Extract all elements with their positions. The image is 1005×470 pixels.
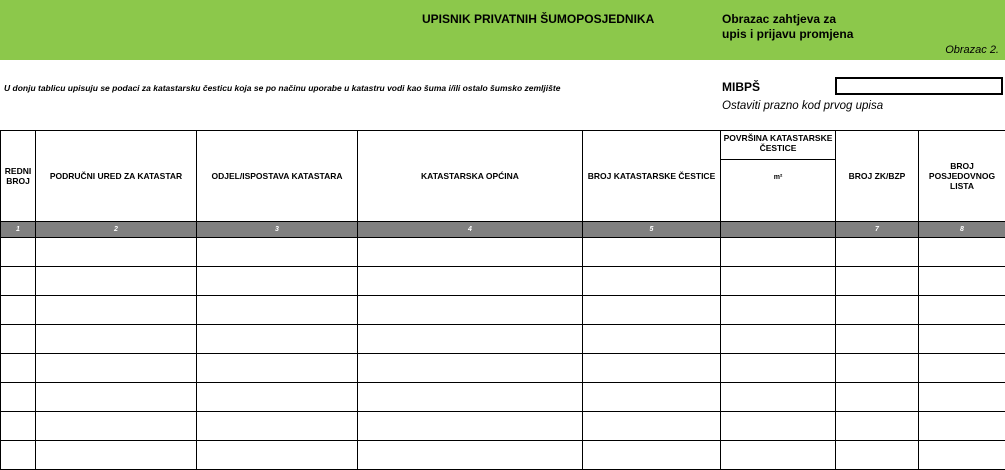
- col-num: 1: [1, 222, 36, 238]
- table-cell[interactable]: [836, 238, 919, 267]
- col-num: 5: [583, 222, 721, 238]
- col-header-broj-posjedovnog-lista: BROJ POSJEDOVNOG LISTA: [919, 131, 1005, 222]
- table-cell[interactable]: [919, 296, 1005, 325]
- table-cell[interactable]: [36, 412, 197, 441]
- table-cell[interactable]: [358, 238, 583, 267]
- table-cell[interactable]: [197, 441, 358, 470]
- col-num: 4: [358, 222, 583, 238]
- table-cell[interactable]: [721, 296, 836, 325]
- mibps-note: Ostaviti prazno kod prvog upisa: [722, 100, 883, 112]
- table-cell[interactable]: [583, 412, 721, 441]
- table-cell[interactable]: [358, 383, 583, 412]
- table-row: [1, 412, 1005, 441]
- table-cell[interactable]: [919, 267, 1005, 296]
- col-header-podrucni-ured: PODRUČNI URED ZA KATASTAR: [36, 131, 197, 222]
- table-cell[interactable]: [358, 296, 583, 325]
- table-cell[interactable]: [919, 383, 1005, 412]
- table-cell[interactable]: [197, 354, 358, 383]
- table-cell[interactable]: [1, 441, 36, 470]
- table-cell[interactable]: [836, 383, 919, 412]
- table-cell[interactable]: [1, 383, 36, 412]
- table-cell[interactable]: [583, 238, 721, 267]
- col-header-povrsina: [721, 131, 836, 222]
- table-cell[interactable]: [583, 441, 721, 470]
- form-number: Obrazac 2.: [945, 44, 999, 56]
- page-title: UPISNIK PRIVATNIH ŠUMOPOSJEDNIKA: [422, 12, 654, 26]
- table-cell[interactable]: [721, 383, 836, 412]
- table-row: [1, 238, 1005, 267]
- table-cell[interactable]: [197, 325, 358, 354]
- table-cell[interactable]: [721, 441, 836, 470]
- col-header-broj-zk-bzp: BROJ ZK/BZP: [836, 131, 919, 222]
- table-cell[interactable]: [919, 238, 1005, 267]
- table-cell[interactable]: [721, 354, 836, 383]
- mibps-input[interactable]: [835, 77, 1003, 95]
- table-cell[interactable]: [36, 267, 197, 296]
- table-cell[interactable]: [36, 441, 197, 470]
- table-row: [1, 267, 1005, 296]
- table-cell[interactable]: [583, 296, 721, 325]
- table-cell[interactable]: [919, 412, 1005, 441]
- table-row: [1, 325, 1005, 354]
- table-cell[interactable]: [836, 354, 919, 383]
- parcel-table: [0, 130, 1005, 470]
- table-cell[interactable]: [721, 267, 836, 296]
- table-cell[interactable]: [836, 412, 919, 441]
- table-cell[interactable]: [583, 383, 721, 412]
- table-cell[interactable]: [36, 296, 197, 325]
- table-cell[interactable]: [583, 354, 721, 383]
- table-cell[interactable]: [836, 441, 919, 470]
- table-row: [1, 354, 1005, 383]
- table-cell[interactable]: [36, 383, 197, 412]
- table-cell[interactable]: [1, 267, 36, 296]
- table-cell[interactable]: [36, 238, 197, 267]
- table-cell[interactable]: [836, 267, 919, 296]
- table-cell[interactable]: [836, 296, 919, 325]
- table-header-row: [1, 131, 1005, 222]
- instruction-text: U donju tablicu upisuju se podaci za katastarsku česticu koja se po načinu uporabe u katastru vodi kao šuma i/ili ostalo šumsko zemljište: [4, 83, 560, 93]
- col-header-odjel-ispostava: ODJEL/ISPOSTAVA KATASTARA: [197, 131, 358, 222]
- table-cell[interactable]: [919, 354, 1005, 383]
- col-num: 7: [836, 222, 919, 238]
- table-cell[interactable]: [358, 412, 583, 441]
- table-cell[interactable]: [583, 267, 721, 296]
- table-cell[interactable]: [197, 412, 358, 441]
- table-cell[interactable]: [1, 354, 36, 383]
- col-header-broj-cestice: BROJ KATASTARSKE ČESTICE: [583, 131, 721, 222]
- col-num: 8: [919, 222, 1005, 238]
- table-row: [1, 383, 1005, 412]
- form-title-line1: Obrazac zahtjeva za: [722, 12, 853, 27]
- table-cell[interactable]: [358, 267, 583, 296]
- table-cell[interactable]: [583, 325, 721, 354]
- col-num: [721, 222, 836, 238]
- table-cell[interactable]: [197, 267, 358, 296]
- table-cell[interactable]: [1, 412, 36, 441]
- col-num: 2: [36, 222, 197, 238]
- table-row: [1, 441, 1005, 470]
- table-cell[interactable]: [1, 296, 36, 325]
- col-header-katastarska-opcina: KATASTARSKA OPĆINA: [358, 131, 583, 222]
- header-bar: [0, 0, 1005, 60]
- table-cell[interactable]: [36, 354, 197, 383]
- table-cell[interactable]: [919, 441, 1005, 470]
- col-header-redni-broj: REDNI BROJ: [1, 131, 36, 222]
- table-cell[interactable]: [721, 325, 836, 354]
- form-title: [722, 12, 853, 42]
- table-cell[interactable]: [197, 238, 358, 267]
- table-cell[interactable]: [197, 383, 358, 412]
- table-cell[interactable]: [721, 412, 836, 441]
- table-cell[interactable]: [358, 354, 583, 383]
- mibps-label: MIBPŠ: [722, 80, 760, 94]
- table-cell[interactable]: [836, 325, 919, 354]
- col-num: 3: [197, 222, 358, 238]
- table-cell[interactable]: [919, 325, 1005, 354]
- col-header-povrsina-unit: m²: [721, 159, 835, 198]
- table-cell[interactable]: [197, 296, 358, 325]
- table-cell[interactable]: [1, 325, 36, 354]
- col-header-povrsina-label: POVRŠINA KATASTARSKE ČESTICE: [724, 133, 833, 153]
- table-cell[interactable]: [36, 325, 197, 354]
- table-row: [1, 296, 1005, 325]
- form-title-line2: upis i prijavu promjena: [722, 27, 853, 42]
- column-number-row: [1, 222, 1005, 238]
- table-cell[interactable]: [721, 238, 836, 267]
- table-cell[interactable]: [1, 238, 36, 267]
- table-cell[interactable]: [358, 325, 583, 354]
- table-cell[interactable]: [358, 441, 583, 470]
